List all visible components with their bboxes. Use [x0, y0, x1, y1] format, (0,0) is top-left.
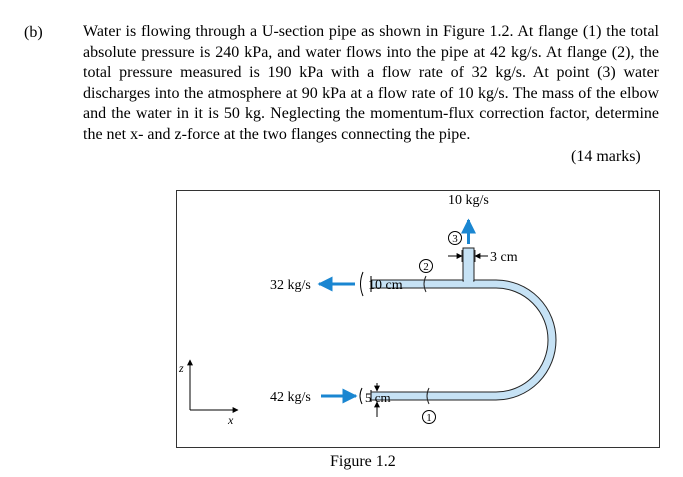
- dimension-label-lower: 5 cm: [365, 390, 391, 405]
- point-3-label: 3: [452, 233, 458, 245]
- point-1-label: 1: [426, 412, 432, 424]
- question-label: (b): [24, 24, 43, 41]
- dimension-label-outlet: 3 cm: [490, 250, 518, 265]
- flow-label-outlet: 10 kg/s: [448, 193, 489, 208]
- z-axis-label: z: [179, 361, 184, 375]
- point-2-label: 2: [423, 261, 429, 273]
- x-axis-label: x: [228, 413, 234, 427]
- marks-label: (14 marks): [571, 148, 641, 165]
- flow-label-lower: 42 kg/s: [270, 390, 311, 405]
- flow-label-upper: 32 kg/s: [270, 278, 311, 293]
- question-text: Water is flowing through a U-section pipe as shown in Figure 1.2. At flange (1) the total absolute pressure is 240 kPa, and water flows into the pipe at 42 kg/s. At flange (2), the total pressure measured is 190 kPa with a flow rate of 32 kg/s. At point (3) water discharges into the atmosphere at 90 kPa at a flow rate of 10 kg/s. The mass of the elbow and the water in it is 50 kg. Neglecting the momentum-flux correction factor, determine the net x- and z-force at the two flanges connecting the pipe.: [83, 23, 659, 143]
- figure-caption: Figure 1.2: [330, 453, 396, 470]
- u-pipe-figure: [176, 190, 660, 448]
- u-pipe-body: [371, 278, 556, 400]
- dimension-label-upper: 10 cm: [368, 278, 403, 293]
